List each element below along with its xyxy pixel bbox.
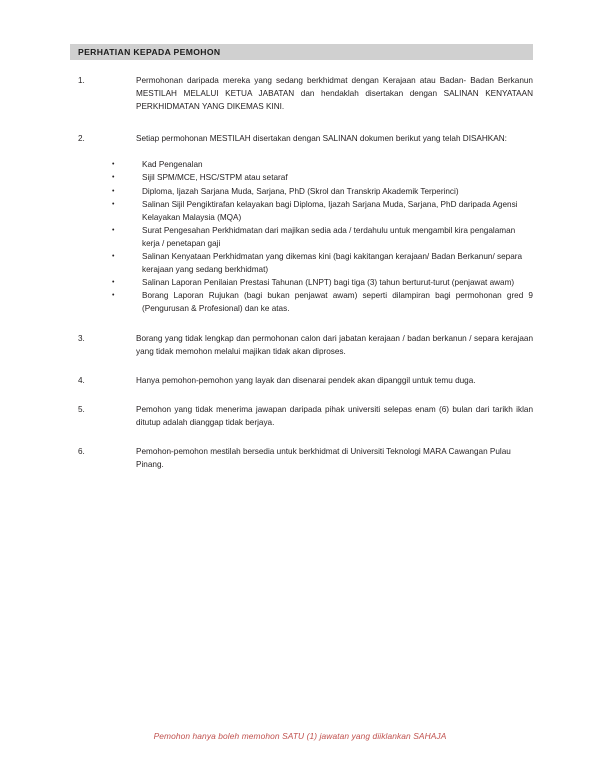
bullet-text: Diploma, Ijazah Sarjana Muda, Sarjana, PhD (Skrol dan Transkrip Akademik Terperinci) <box>142 186 459 196</box>
item-text: Borang yang tidak lengkap dan permohonan calon dari jabatan kerajaan / badan berkanun / separa kerajaan yang tidak memohon melalui majikan tidak akan diproses. <box>136 333 533 356</box>
list-item <box>70 198 533 224</box>
list-item <box>70 132 533 145</box>
item-text: Hanya pemohon-pemohon yang layak dan disenarai pendek akan dipanggil untuk temu duga. <box>136 375 476 385</box>
list-item <box>70 332 533 358</box>
item-number: 2. <box>78 134 85 144</box>
list-item <box>70 224 533 250</box>
document-checklist <box>70 158 533 315</box>
bullet-icon: • <box>112 253 115 261</box>
list-item <box>70 250 533 276</box>
spacer <box>70 113 533 132</box>
list-item <box>70 158 533 171</box>
item-text: Pemohon-pemohon mestilah bersedia untuk berkhidmat di Universiti Teknologi MARA Cawangan Pulau Pinang. <box>136 446 511 470</box>
list-item <box>70 171 533 184</box>
section-header-title: PERHATIAN KEPADA PEMOHON <box>78 46 221 57</box>
list-item <box>70 276 533 289</box>
bullet-icon: • <box>112 187 115 195</box>
bullet-text: Salinan Laporan Penilaian Prestasi Tahunan (LNPT) bagi tiga (3) tahun berturut-turut (penjawat awam) <box>142 278 515 288</box>
list-item <box>70 403 533 429</box>
item-number: 6. <box>78 446 85 456</box>
bullet-icon: • <box>112 200 115 208</box>
bullet-text: Borang Laporan Rujukan (bagi bukan penjawat awam) seperti dilampiran bagi permohonan gred 9 (Pengurusan & Profesional) dan ke atas. <box>142 291 533 314</box>
item-text: Permohonan daripada mereka yang sedang berkhidmat dengan Kerajaan atau Badan- Badan Berkanun MESTILAH MELALUI KETUA JABATAN dan hendaklah disertakan dengan SALINAN KENYATAAN PERKHIDMATAN YANG DIKEMAS KINI. <box>136 76 533 112</box>
footer-note: Pemohon hanya boleh memohon SATU (1) jawatan yang diiklankan SAHAJA <box>153 731 447 741</box>
item-text: Setiap permohonan MESTILAH disertakan dengan SALINAN dokumen berikut yang telah DISAHKAN: <box>136 134 507 144</box>
section-header-bar <box>70 44 533 60</box>
item-number: 3. <box>78 333 85 343</box>
spacer <box>70 429 533 445</box>
notice-list <box>70 74 533 471</box>
list-item <box>70 74 533 113</box>
item-number: 5. <box>78 404 85 414</box>
spacer <box>70 358 533 374</box>
bullet-icon: • <box>112 226 115 234</box>
bullet-text: Kad Pengenalan <box>142 160 203 170</box>
bullet-icon: • <box>112 161 115 169</box>
list-item <box>70 289 533 315</box>
list-item <box>70 445 533 471</box>
spacer <box>70 316 533 332</box>
bullet-text: Sijil SPM/MCE, HSC/STPM atau setaraf <box>142 173 288 183</box>
item-text: Pemohon yang tidak menerima jawapan daripada pihak universiti selepas enam (6) bulan dari tarikh iklan ditutup adalah dianggap tidak berjaya. <box>136 404 533 427</box>
bullet-text: Salinan Sijil Pengiktirafan kelayakan bagi Diploma, Ijazah Sarjana Muda, Sarjana, PhD daripada Agensi Kelayakan Malaysia (MQA) <box>142 199 518 222</box>
bullet-icon: • <box>112 292 115 300</box>
bullet-text: Salinan Kenyataan Perkhidmatan yang dikemas kini (bagi kakitangan kerajaan/ Badan Berkanun/ separa kerajaan yang sedang berkhidmat) <box>142 252 523 275</box>
list-item <box>70 185 533 198</box>
bullet-text: Surat Pengesahan Perkhidmatan dari majikan sedia ada / terdahulu untuk mengambil kira pengalaman kerja / penetapan gaji <box>142 225 516 248</box>
bullet-icon: • <box>112 279 115 287</box>
item-number: 1. <box>78 76 85 85</box>
spacer <box>70 387 533 403</box>
bullet-icon: • <box>112 174 115 182</box>
list-item <box>70 374 533 387</box>
item-number: 4. <box>78 375 85 385</box>
